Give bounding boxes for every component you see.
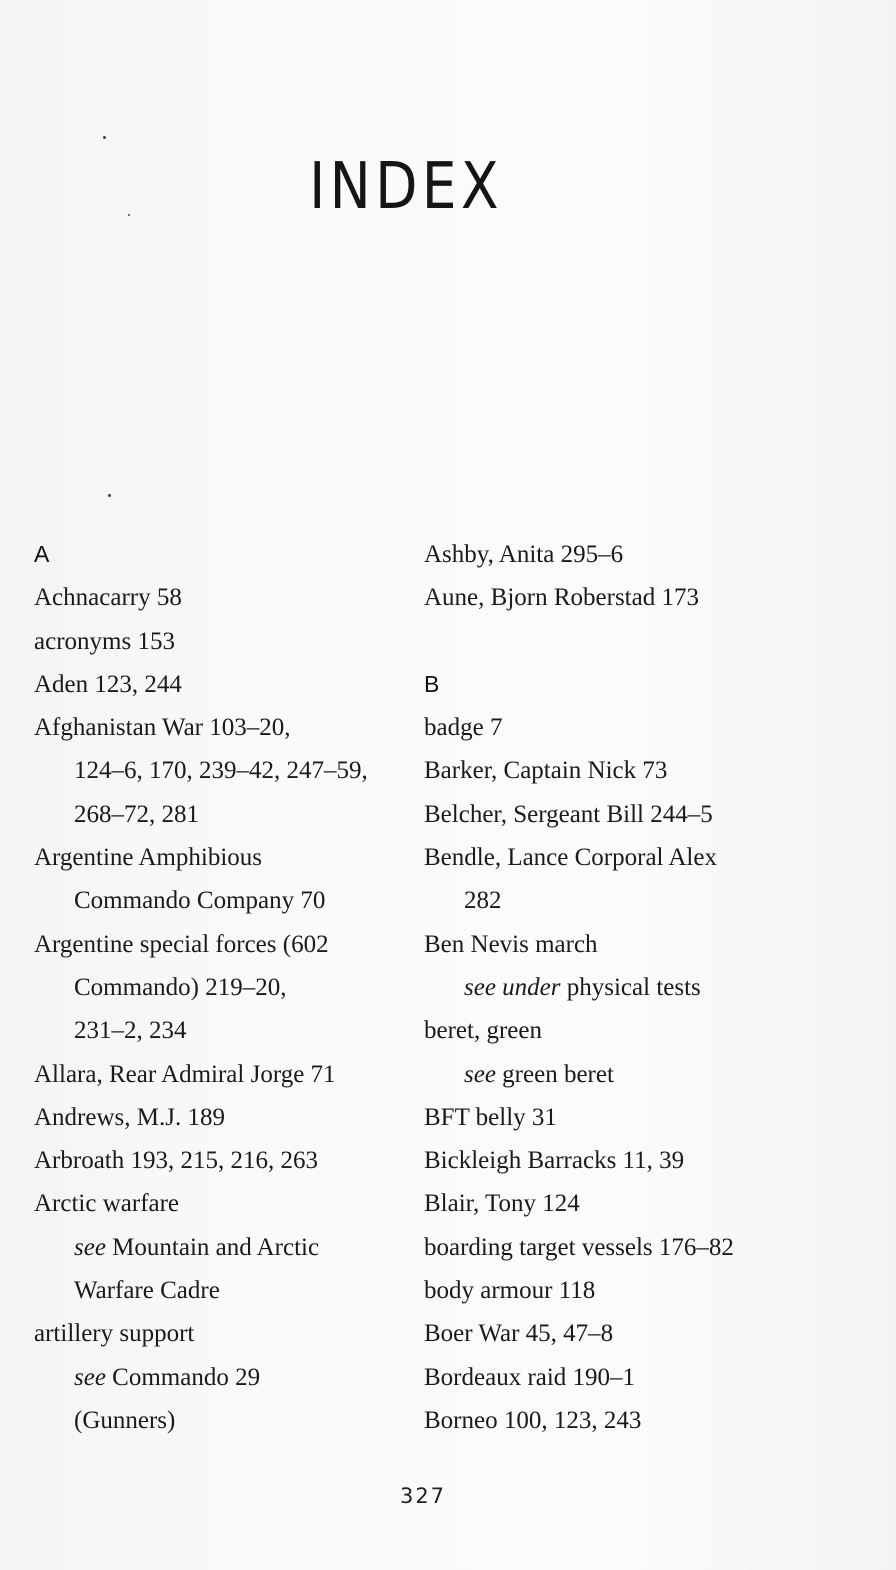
- index-entry-text: physical tests: [560, 973, 701, 1001]
- index-entry-text: Allara, Rear Admiral Jorge 71: [34, 1060, 336, 1088]
- index-entry-text: Aden 123, 244: [34, 670, 182, 698]
- index-entry-continuation: [34, 1009, 414, 1052]
- cross-reference-label: see: [464, 1060, 496, 1088]
- index-entry-text: Andrews, M.J. 189: [34, 1103, 225, 1131]
- paper-speck: [108, 494, 111, 497]
- index-entry-text: Achnacarry 58: [34, 584, 182, 612]
- index-entry-continuation: [34, 1399, 414, 1442]
- index-entry-text: 231–2, 234: [74, 1017, 187, 1045]
- index-entry: [34, 1182, 414, 1225]
- index-entry: [34, 1312, 414, 1355]
- index-entry: [424, 533, 844, 576]
- index-entry: [424, 1269, 844, 1312]
- page-title: INDEX: [309, 150, 503, 224]
- index-entry-text: body armour 118: [424, 1277, 596, 1305]
- cross-reference-label: see under: [464, 973, 561, 1001]
- index-entry-continuation: [424, 879, 844, 922]
- index-entry-text: A: [34, 541, 50, 567]
- index-entry: [34, 836, 414, 879]
- index-entry-text: badge 7: [424, 714, 503, 742]
- index-entry: [34, 706, 414, 749]
- index-entry-text: Blair, Tony 124: [424, 1190, 580, 1218]
- index-entry-text: Warfare Cadre: [74, 1277, 220, 1305]
- index-entry: [424, 1009, 844, 1052]
- index-entry-text: 268–72, 281: [74, 800, 199, 828]
- index-entry: [34, 923, 414, 966]
- index-entry: [34, 663, 414, 706]
- index-entry-continuation: [424, 966, 844, 1009]
- index-entry-text: Bickleigh Barracks 11, 39: [424, 1147, 685, 1175]
- index-entry-text: 124–6, 170, 239–42, 247–59,: [74, 757, 368, 785]
- index-entry-text: Bordeaux raid 190–1: [424, 1363, 636, 1391]
- index-entry: [424, 923, 844, 966]
- page-number: 327: [399, 1484, 447, 1508]
- paper-speck: [103, 136, 106, 139]
- index-entry: [424, 1356, 844, 1399]
- index-entry: [424, 1096, 844, 1139]
- index-column-left: [34, 533, 414, 1442]
- index-entry-text: Arbroath 193, 215, 216, 263: [34, 1147, 318, 1175]
- index-entry: [424, 1182, 844, 1225]
- index-letter-heading: [424, 663, 844, 706]
- index-entry: [424, 836, 844, 879]
- index-entry-text: Commando Company 70: [74, 887, 326, 915]
- index-letter-heading: [34, 533, 414, 576]
- index-entry-text: Afghanistan War 103–20,: [34, 714, 291, 742]
- index-entry-text: beret, green: [424, 1017, 542, 1045]
- index-entry-continuation: [424, 1053, 844, 1096]
- index-entry-text: Commando) 219–20,: [74, 973, 287, 1001]
- index-spacer: [424, 620, 844, 663]
- index-entry-continuation: [34, 1269, 414, 1312]
- index-entry-continuation: [34, 749, 414, 792]
- index-entry: [424, 706, 844, 749]
- index-column-right: [424, 533, 844, 1442]
- cross-reference-label: see: [74, 1363, 106, 1391]
- paper-speck: [128, 214, 130, 216]
- index-entry: [424, 793, 844, 836]
- index-entry: [424, 1139, 844, 1182]
- index-entry-text: Arctic warfare: [34, 1190, 180, 1218]
- index-entry-continuation: [34, 966, 414, 1009]
- index-entry: [424, 1312, 844, 1355]
- index-entry-text: acronyms 153: [34, 627, 175, 655]
- index-entry-text: Aune, Bjorn Roberstad 173: [424, 584, 699, 612]
- index-entry: [34, 620, 414, 663]
- index-entry: [34, 1139, 414, 1182]
- index-entry-text: Belcher, Sergeant Bill 244–5: [424, 800, 713, 828]
- index-entry-text: Bendle, Lance Corporal Alex: [424, 844, 717, 872]
- index-entry: [424, 1399, 844, 1442]
- index-entry-text: Barker, Captain Nick 73: [424, 757, 668, 785]
- cross-reference-label: see: [74, 1233, 106, 1261]
- index-entry: [424, 576, 844, 619]
- index-entry-text: Mountain and Arctic: [105, 1233, 320, 1261]
- index-entry-text: 282: [464, 887, 502, 915]
- index-entry-continuation: [34, 793, 414, 836]
- index-entry-text: Commando 29: [105, 1363, 261, 1391]
- index-entry-continuation: [34, 1226, 414, 1269]
- index-entry-text: (Gunners): [74, 1406, 176, 1434]
- index-entry-text: B: [424, 670, 440, 697]
- index-entry: [34, 1096, 414, 1139]
- index-entry: [34, 576, 414, 619]
- index-entry-text: Argentine special forces (602: [34, 930, 329, 958]
- index-entry-text: green beret: [495, 1060, 614, 1088]
- index-entry: [424, 749, 844, 792]
- index-entry-text: BFT belly 31: [424, 1103, 557, 1131]
- index-entry: [34, 1053, 414, 1096]
- index-entry-text: Ben Nevis march: [424, 930, 598, 958]
- index-entry-text: artillery support: [34, 1320, 195, 1348]
- index-entry-text: Argentine Amphibious: [34, 844, 263, 872]
- index-entry-text: Boer War 45, 47–8: [424, 1320, 614, 1348]
- index-entry: [424, 1226, 844, 1269]
- index-entry-text: boarding target vessels 176–82: [424, 1233, 734, 1261]
- index-entry-continuation: [34, 1356, 414, 1399]
- index-entry-continuation: [34, 879, 414, 922]
- index-entry-text: Borneo 100, 123, 243: [424, 1406, 642, 1434]
- index-entry-text: Ashby, Anita 295–6: [424, 541, 624, 568]
